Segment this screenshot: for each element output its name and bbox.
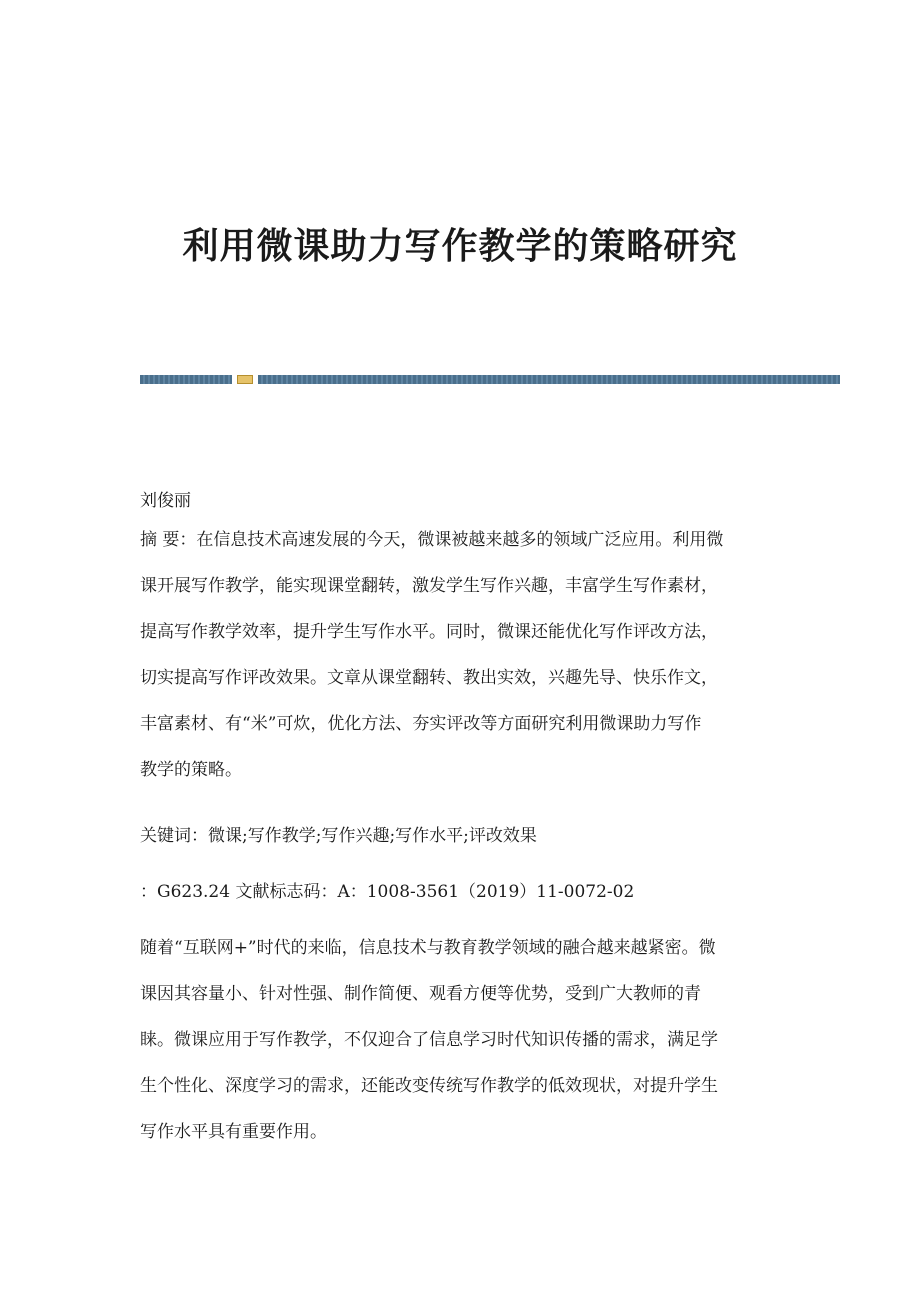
abstract-line: 摘 要：在信息技术高速发展的今天，微课被越来越多的领域广泛应用。利用微 bbox=[140, 530, 724, 550]
abstract-line: 提高写作教学效率，提升学生写作水平。同时，微课还能优化写作评改方法， bbox=[140, 622, 718, 642]
intro-line: 随着“互联网+”时代的来临，信息技术与教育教学领域的融合越来越紧密。微 bbox=[140, 938, 716, 958]
intro-line: 写作水平具有重要作用。 bbox=[140, 1122, 327, 1142]
intro-line: 课因其容量小、针对性强、制作简便、观看方便等优势，受到广大教师的青 bbox=[140, 984, 701, 1004]
classification-codes: ：G623.24 文献标志码：A：1008-3561（2019）11-0072-02 bbox=[140, 882, 635, 902]
intro-line: 生个性化、深度学习的需求，还能改变传统写作教学的低效现状，对提升学生 bbox=[140, 1076, 718, 1096]
abstract-line: 课开展写作教学，能实现课堂翻转，激发学生写作兴趣，丰富学生写作素材， bbox=[140, 576, 718, 596]
divider-bar-left bbox=[140, 375, 232, 384]
abstract-line: 切实提高写作评改效果。文章从课堂翻转、教出实效，兴趣先导、快乐作文， bbox=[140, 668, 718, 688]
abstract-line: 教学的策略。 bbox=[140, 760, 242, 780]
title-divider bbox=[140, 375, 840, 384]
author-name: 刘俊丽 bbox=[140, 491, 191, 511]
intro-line: 睐。微课应用于写作教学，不仅迎合了信息学习时代知识传播的需求，满足学 bbox=[140, 1030, 718, 1050]
page-title: 利用微课助力写作教学的策略研究 bbox=[182, 225, 738, 267]
abstract-line: 丰富素材、有“米”可炊，优化方法、夯实评改等方面研究利用微课助力写作 bbox=[140, 714, 702, 734]
keywords: 关键词：微课;写作教学;写作兴趣;写作水平;评改效果 bbox=[140, 826, 537, 846]
divider-bar-right bbox=[258, 375, 840, 384]
divider-ornament-icon bbox=[237, 375, 253, 384]
